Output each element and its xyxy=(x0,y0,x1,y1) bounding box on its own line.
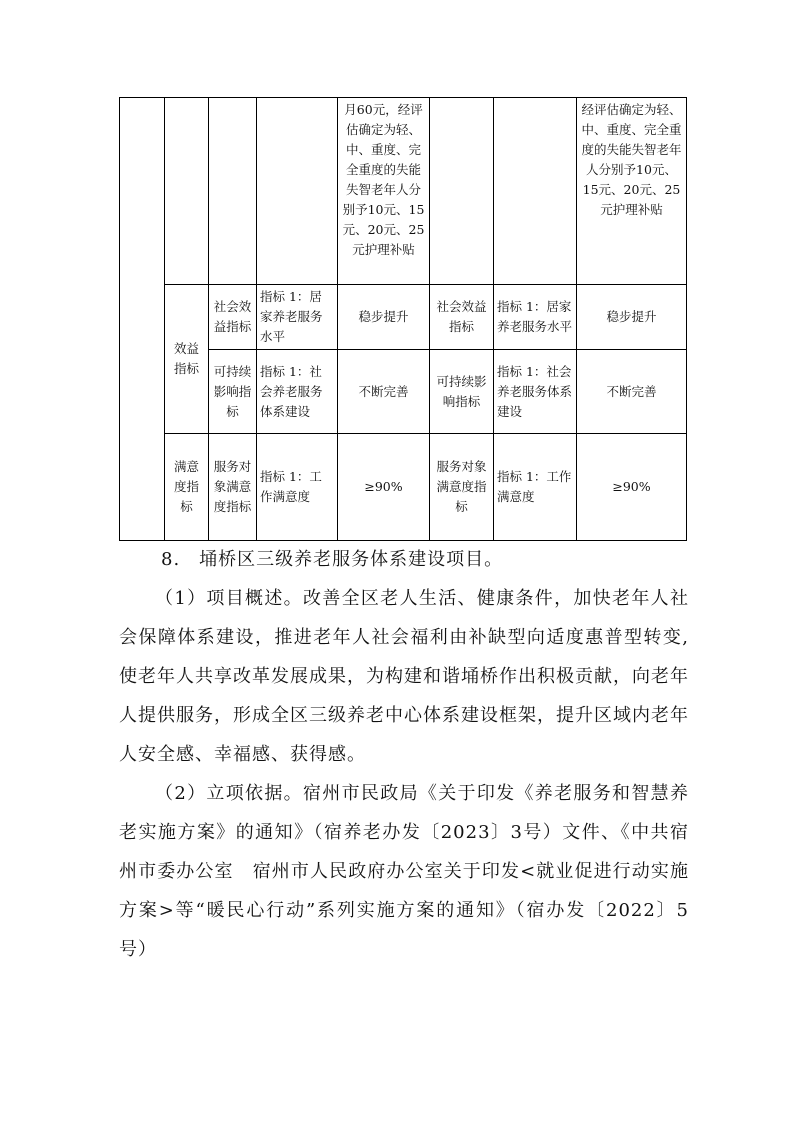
satisfaction-target-2: ≥90% xyxy=(577,434,687,541)
section-heading: 8. 埇桥区三级养老服务体系建设项目。 xyxy=(161,549,504,570)
subsidy-text-cell: 月60元，经评估确定为轻、中、重度、完全重度的失能失智老年人分别予10元、15元、20元、25元护理补贴 xyxy=(338,98,430,285)
social-target: 稳步提升 xyxy=(338,285,430,350)
document-body xyxy=(119,540,689,969)
paragraph-overview: （1）项目概述。改善全区老人生活、健康条件，加快老年人社会保障体系建设，推进老年人社会福利由补缺型向适度惠普型转变,使老年人共享改革发展成果，为构建和谐埇桥作出积极贡献，向老年人提供服务，形成全区三级养老中心体系建设框架，提升区域内老年人安全感、幸福感、获得感。 xyxy=(119,588,689,765)
table-cell xyxy=(120,98,165,541)
sustainable-target: 不断完善 xyxy=(338,350,430,434)
social-indicator-2: 指标 1：居家养老服务水平 xyxy=(494,285,577,350)
table-row xyxy=(120,98,687,285)
subsidy-text-cell-2: 经评估确定为轻、中、重度、完全重度的失能失智老年人分别予10元、15元、20元、25元护理补贴 xyxy=(577,98,687,285)
satisfaction-indicator-label: 满意度指标 xyxy=(165,434,209,541)
table-cell xyxy=(209,98,257,285)
service-satisfaction-label: 服务对象满意度指标 xyxy=(209,434,257,541)
satisfaction-target: ≥90% xyxy=(338,434,430,541)
table-row xyxy=(120,434,687,541)
satisfaction-indicator: 指标 1：工作满意度 xyxy=(257,434,338,541)
service-satisfaction-label-2: 服务对象满意度指标 xyxy=(430,434,494,541)
satisfaction-indicator-2: 指标 1：工作满意度 xyxy=(494,434,577,541)
sustainable-target-2: 不断完善 xyxy=(577,350,687,434)
benefit-indicator-label: 效益指标 xyxy=(165,285,209,434)
table-cell xyxy=(165,98,209,285)
performance-indicator-table xyxy=(119,97,687,541)
social-benefit-label: 社会效益指标 xyxy=(209,285,257,350)
sustainable-indicator: 指标 1：社会养老服务体系建设 xyxy=(257,350,338,434)
social-indicator: 指标 1：居家养老服务水平 xyxy=(257,285,338,350)
table-row xyxy=(120,285,687,350)
table-cell xyxy=(430,98,494,285)
social-benefit-label-2: 社会效益指标 xyxy=(430,285,494,350)
sustainable-impact-label-2: 可持续影响指标 xyxy=(430,350,494,434)
table-cell xyxy=(494,98,577,285)
sustainable-impact-label: 可持续影响指标 xyxy=(209,350,257,434)
table-cell xyxy=(257,98,338,285)
social-target-2: 稳步提升 xyxy=(577,285,687,350)
sustainable-indicator-2: 指标 1：社会养老服务体系建设 xyxy=(494,350,577,434)
paragraph-basis: （2）立项依据。宿州市民政局《关于印发《养老服务和智慧养老实施方案》的通知》（宿养老办发〔2023〕3号）文件、《中共宿州市委办公室 宿州市人民政府办公室关于印发<就业促进行动实施方案>等“暖民心行动”系列实施方案的通知》（宿办发〔2022〕5号） xyxy=(119,783,689,960)
